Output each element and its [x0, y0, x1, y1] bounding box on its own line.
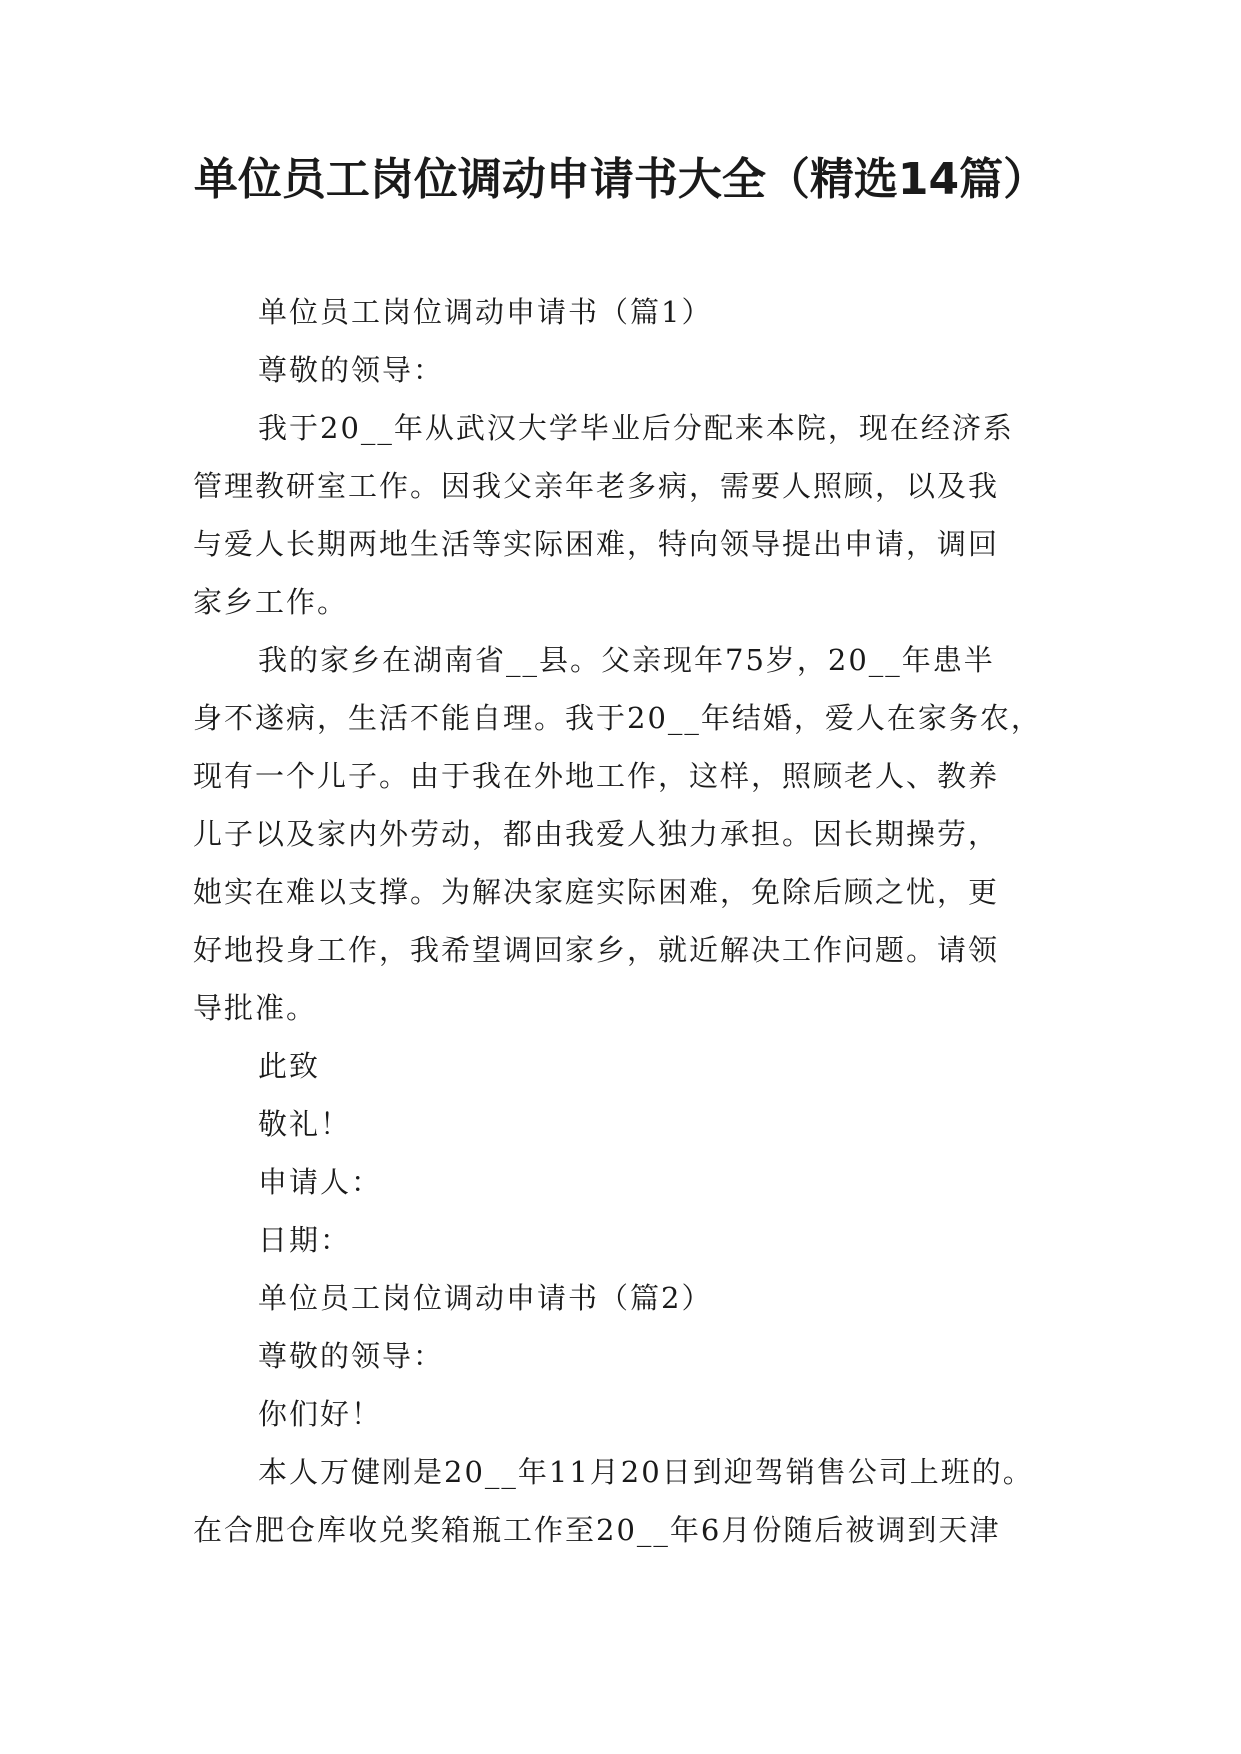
paragraph-line: 在合肥仓库收兑奖箱瓶工作至20__年6月份随后被调到天津	[193, 1513, 1001, 1547]
greeting: 你们好！	[258, 1397, 383, 1431]
paragraph-line: 导批准。	[193, 991, 318, 1025]
paragraph-line: 我于20__年从武汉大学毕业后分配来本院，现在经济系	[258, 411, 1014, 445]
paragraph-line: 现有一个儿子。由于我在外地工作，这样，照顾老人、教养	[193, 759, 1000, 793]
section-heading-2: 单位员工岗位调动申请书（篇2）	[258, 1281, 713, 1315]
applicant-label: 申请人：	[258, 1165, 383, 1199]
paragraph-line: 她实在难以支撑。为解决家庭实际困难，免除后顾之忧，更	[193, 875, 1000, 909]
section-heading-1: 单位员工岗位调动申请书（篇1）	[258, 295, 713, 329]
paragraph-line: 管理教研室工作。因我父亲年老多病，需要人照顾，以及我	[193, 469, 1000, 503]
paragraph-line: 好地投身工作，我希望调回家乡，就近解决工作问题。请领	[193, 933, 1000, 967]
salutation: 尊敬的领导：	[258, 353, 445, 387]
closing-salute: 敬礼！	[258, 1107, 352, 1141]
paragraph-line: 家乡工作。	[193, 585, 349, 619]
paragraph-line: 与爱人长期两地生活等实际困难，特向领导提出申请，调回	[193, 527, 1000, 561]
document-body	[193, 283, 1059, 1559]
paragraph-line: 本人万健刚是20__年11月20日到迎驾销售公司上班的。	[258, 1455, 1034, 1489]
document-title: 单位员工岗位调动申请书大全（精选14篇）	[193, 154, 1048, 205]
closing: 此致	[258, 1049, 321, 1083]
salutation: 尊敬的领导：	[258, 1339, 445, 1373]
paragraph-line: 身不遂病，生活不能自理。我于20__年结婚，爱人在家务农，	[193, 701, 1042, 735]
paragraph-line: 我的家乡在湖南省__县。父亲现年75岁，20__年患半	[258, 643, 995, 677]
date-label: 日期：	[258, 1223, 352, 1257]
paragraph-line: 儿子以及家内外劳动，都由我爱人独力承担。因长期操劳，	[193, 817, 1000, 851]
